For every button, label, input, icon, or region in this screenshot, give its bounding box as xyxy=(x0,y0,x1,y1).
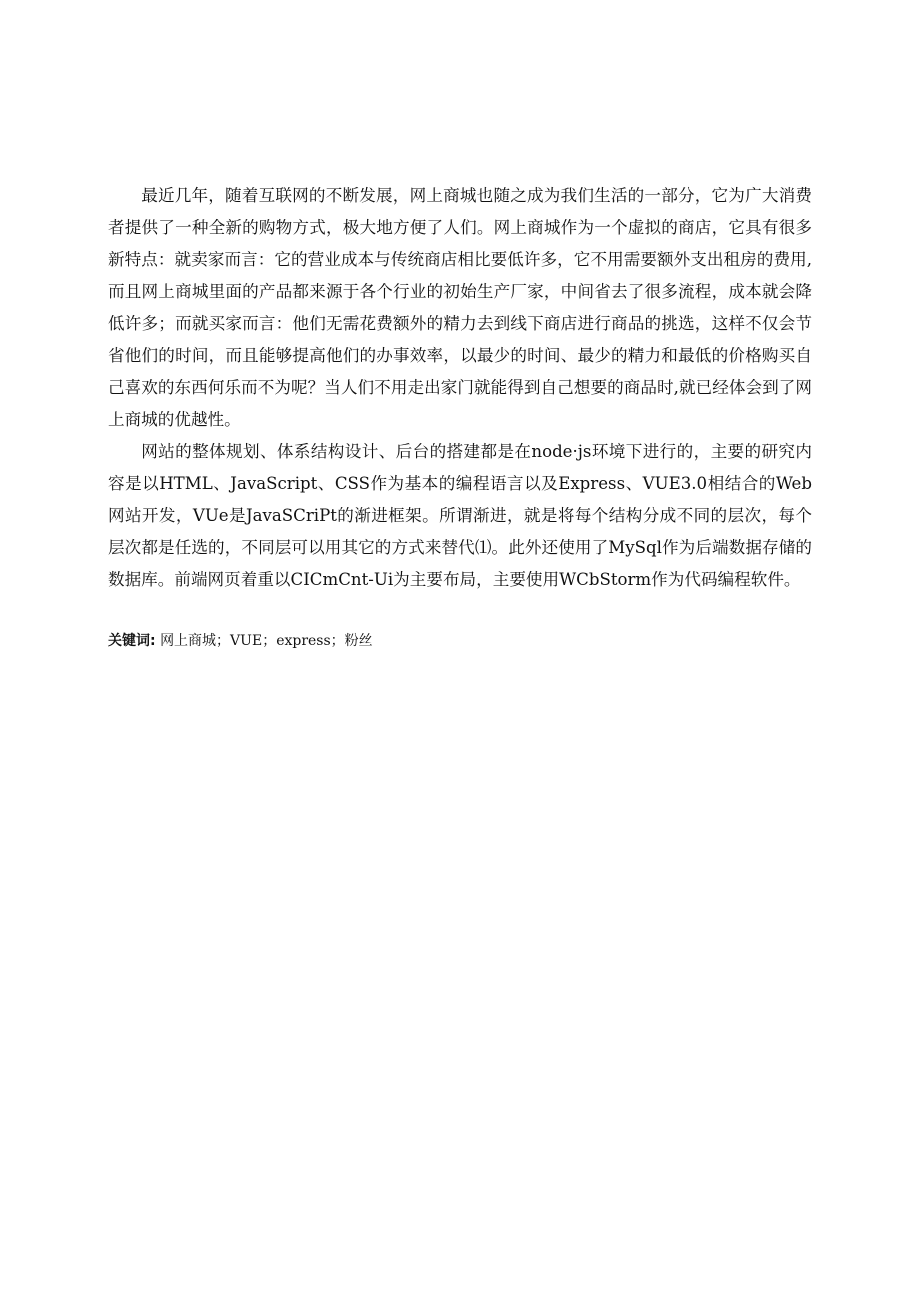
keywords-label: 关键词: xyxy=(108,633,156,649)
abstract-paragraph-2: 网站的整体规划、体系结构设计、后台的搭建都是在node·js环境下进行的，主要的研究内容是以HTML、JavaScript、CSS作为基本的编程语言以及Express、VUE3.0相结合的Web网站开发，VUe是JavaSCriPt的渐进框架。所谓渐进，就是将每个结构分成不同的层次，每个层次都是任选的，不同层可以用其它的方式来替代⑴。此外还使用了MySql作为后端数据存储的数据库。前端网页着重以CICmCnt-Ui为主要布局，主要使用WCbStorm作为代码编程软件。 xyxy=(108,442,812,589)
keywords-line xyxy=(108,629,812,653)
keywords-value: 网上商城；VUE；express；粉丝 xyxy=(160,633,373,649)
abstract-body xyxy=(108,180,812,596)
abstract-paragraph-1: 最近几年，随着互联网的不断发展，网上商城也随之成为我们生活的一部分，它为广大消费者提供了一种全新的购物方式，极大地方便了人们。网上商城作为一个虚拟的商店，它具有很多新特点：就卖家而言：它的营业成本与传统商店相比要低许多，它不用需要额外支出租房的费用,而且网上商城里面的产品都来源于各个行业的初始生产厂家，中间省去了很多流程，成本就会降低许多；而就买家而言：他们无需花费额外的精力去到线下商店进行商品的挑选，这样不仅会节省他们的时间，而且能够提高他们的办事效率，以最少的时间、最少的精力和最低的价格购买自己喜欢的东西何乐而不为呢？当人们不用走出家门就能得到自己想要的商品时,就已经体会到了网上商城的优越性。 xyxy=(108,186,812,429)
